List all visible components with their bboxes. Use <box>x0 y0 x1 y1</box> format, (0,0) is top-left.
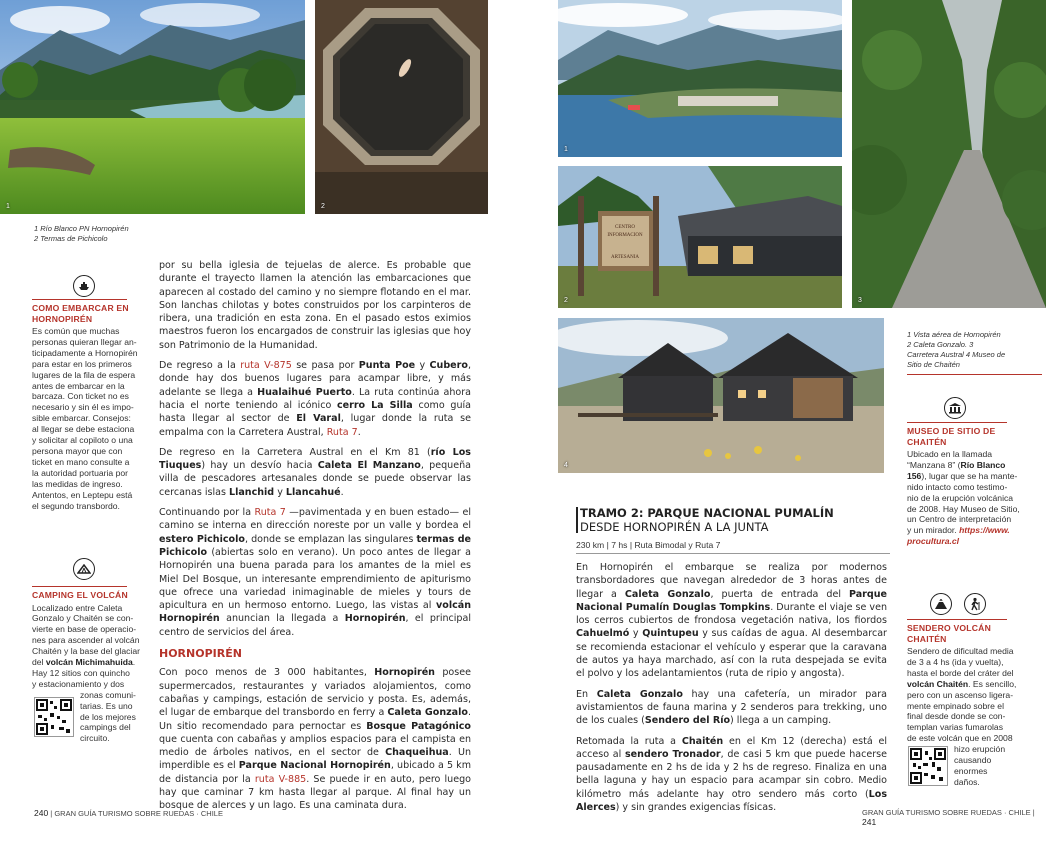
sidebar-line <box>907 460 1042 471</box>
sidebar-line: Hay 12 sitios con quincho <box>32 667 130 678</box>
section-subtitle: DESDE HORNOPIRÉN A LA JUNTA <box>580 520 769 534</box>
sidebar-line: Antentos, en Leptepu está <box>32 489 133 500</box>
sidebar-line <box>32 657 144 668</box>
photo-number: 4 <box>564 462 568 469</box>
sidebar-line: y estacionamiento y dos <box>32 678 125 689</box>
hiker-icon <box>964 593 986 615</box>
footer-divider: | <box>50 809 55 818</box>
page-number: 241 <box>862 817 877 827</box>
procultura-link-cont[interactable]: procultura.cl <box>907 536 960 547</box>
text-run: . Se puede ir en auto, pero luego hay que caminar 7 km hasta llegar al parque. Al final hay un bosque de alerces y un lago. Es una caminata dura. <box>159 773 472 812</box>
caption-3: Carretera Austral <box>907 350 964 359</box>
text-bold: Los Alerces <box>576 788 887 814</box>
sidebar-line <box>907 471 1042 482</box>
caption-line <box>907 350 1042 360</box>
sidebar-title-line-1: MUSEO DE SITIO DE <box>907 426 996 436</box>
paragraph-3 <box>576 735 887 815</box>
text-bold: volcán Chaitén <box>907 678 969 689</box>
text-bold: sendero Tronador <box>625 748 721 760</box>
footer-title: GRAN GUÍA TURISMO SOBRE RUEDAS · CHILE <box>862 808 1031 817</box>
sidebar-line: daños. <box>954 776 980 787</box>
text-run: posee supermercados, restaurantes y variados alojamientos, como cabañas y campings, estación de servicio y posta. Es, además, el lugar de embarque del transbordo en ferry a <box>159 667 471 719</box>
text-bold: Caleta El Manzano <box>317 460 421 472</box>
sidebar-line <box>907 679 1042 690</box>
text-bold: Hualaihué Puerto <box>257 386 352 398</box>
photo-termas-image <box>315 0 488 214</box>
sign-line-2: INFORMACION <box>607 233 643 238</box>
sidebar-rule <box>32 299 127 300</box>
section-accent-bar <box>576 507 578 533</box>
photo-caleta-gonzalo <box>558 166 842 308</box>
text-bold: Quintupeu <box>642 628 699 640</box>
caption-3-number: 3 <box>969 340 974 349</box>
text-run: , ubicado a 5 km de distancia por la <box>159 760 472 785</box>
text-run: como guía hasta llegar al sector de <box>159 399 471 425</box>
photo-number: 2 <box>321 203 325 210</box>
route-link: ruta V-885 <box>254 773 307 785</box>
text-run: en el Km 12 (derecha) está el acceso al <box>576 735 887 760</box>
photo-museo-image <box>558 318 884 473</box>
sidebar-line: campings del <box>80 722 131 733</box>
text-run: ) llega a un camping. <box>730 715 832 727</box>
museum-icon <box>944 397 966 419</box>
text-run: y sus caídas de agua. Al desembarcar se recomienda estacionar el vehículo y esperar que la caravana de autos ya haya marchado, así con la ruta despejada se evita el polvo y los adelantamientos (ruta de ripio y angosta). <box>576 628 887 680</box>
sidebar-line: persona mayor que con <box>32 445 123 456</box>
text-run: —pavimentada y en buen estado— el camino se interna en dirección noreste por un valle y bordea el <box>159 507 471 532</box>
text-bold: Llancahué <box>285 486 341 498</box>
sidebar-line: nes para ascender al volcán <box>32 635 140 646</box>
text-bold: Llanchid <box>228 486 275 498</box>
sidebar-line: Ubicado en la llamada <box>907 449 993 459</box>
text-run: De regreso a la <box>159 360 241 372</box>
text-run: , donde se emplazan las singulares <box>244 533 417 545</box>
photo-museo-chaiten <box>558 318 884 473</box>
text-run: “Manzana 8” ( <box>907 459 961 470</box>
text-run: (abiertas solo en verano). Un poco antes de llegar a Hornopirén una buena parada para los amantes de la miel es Miel Del Bosque, un interesante emprendimiento de apiturismo que ofrece una variedad inimaginable de mieles y tours de apicultura en un hermoso entorno. Luego, las vistas al <box>159 546 471 612</box>
text-run: y <box>274 486 286 498</box>
sidebar-title-line-1: SENDERO VOLCÁN <box>907 623 991 633</box>
text-bold: Cubero <box>429 360 468 372</box>
sidebar-title-line-2: CHAITÉN <box>907 633 947 644</box>
text-bold: Punta Poe <box>358 360 416 372</box>
photo-captions <box>34 224 174 244</box>
text-run: Con poco menos de 3 000 habitantes, <box>159 667 375 679</box>
photo-termas-pichicolo <box>315 0 488 214</box>
sidebar-line: personas quieran llegar an- <box>32 336 137 347</box>
paragraph-3 <box>159 446 471 499</box>
sidebar-title: CAMPING EL VOLCÁN <box>32 590 128 600</box>
sidebar-text <box>907 449 1042 547</box>
text-run: De regreso en la Carretera Austral en el Km 81 ( <box>159 446 431 458</box>
paragraph-1 <box>576 561 887 681</box>
text-run: ), lugar que se ha mante- <box>921 470 1018 481</box>
sidebar-line: templan varias fumarolas <box>907 722 1004 733</box>
text-run: ) hay un desvío hacia <box>201 460 318 472</box>
text-bold: termas de Pichicolo <box>159 533 471 558</box>
sidebar-line: sible embarcar. Consejos: <box>32 413 131 424</box>
sidebar-line: para estar en los primeros <box>32 358 132 369</box>
text-bold: Cahuelmó <box>576 628 630 640</box>
sidebar-line: circuito. <box>80 733 110 744</box>
photo-caleta-image <box>558 166 842 308</box>
sidebar-line: Chaitén y la base del glaciar <box>32 646 140 657</box>
qr-code[interactable] <box>34 697 74 737</box>
section-meta: 230 km | 7 hs | Ruta Bimodal y Ruta 7 <box>576 540 721 550</box>
text-run: , puerta de entrada del <box>710 588 849 600</box>
route-link: Ruta 7 <box>326 426 358 438</box>
caption-rule <box>907 374 1042 375</box>
footer-title: GRAN GUÍA TURISMO SOBRE RUEDAS · CHILE <box>54 809 223 818</box>
sidebar-line: un Centro de interpretación <box>907 514 1012 525</box>
route-link: Ruta 7 <box>254 507 286 519</box>
text-bold: estero Pichicolo <box>159 533 245 545</box>
caption-1: 1 Río Blanco PN Hornopirén <box>34 224 129 233</box>
sidebar-line: de este volcán que en 2008 <box>907 733 1013 744</box>
text-run: anuncian la llegada a <box>219 613 345 625</box>
sidebar-line: de 3 a 4 hs (ida y vuelta), <box>907 656 1004 667</box>
text-run: , de casi 5 km que puede hacerse pausadamente en 2 hs de ida y 2 hs de regreso. Finaliza en una bella laguna y hay un espacio para acampar sin cobro. Medio kilómetro más adelante hay otro sendero más corto ( <box>576 748 887 800</box>
text-bold: Parque Nacional Pumalín Douglas Tompkins <box>576 588 887 613</box>
text-run: . Durante el viaje se ven los cerros cubiertos de frondosa vegetación nativa, los fiordos <box>576 601 887 627</box>
text-bold: El Varal <box>296 413 341 425</box>
text-run: . La ruta continúa ahora hacia el norte teniendo al icónico <box>159 386 471 411</box>
sidebar-line: de los mejores <box>80 711 136 722</box>
sidebar-line <box>907 536 1042 547</box>
paragraph-4 <box>159 506 471 639</box>
photo-rio-blanco <box>0 0 305 214</box>
text-bold: 156 <box>907 470 922 481</box>
sidebar-line: de 2008. Hay Museo de Sitio, <box>907 503 1020 514</box>
text-bold: Hornopirén <box>374 667 435 679</box>
sidebar-rule <box>907 619 1007 620</box>
photo-aerial-image <box>558 0 842 157</box>
sign-line-1: CENTRO <box>615 225 635 230</box>
caption-line: Sitio de Chaitén <box>907 360 960 369</box>
text-run: hay una cafetería, un mirador para avistamientos de fauna marina y 2 senderos para trekking, uno de los cuales ( <box>576 688 887 727</box>
footer-divider: | <box>1032 808 1035 817</box>
sidebar-line: Es común que muchas <box>32 326 120 336</box>
sidebar-line: pero con un ascenso ligera- <box>907 689 1014 700</box>
footer-left <box>34 808 223 818</box>
text-bold: Sendero del Río <box>644 715 731 727</box>
caption-2: 2 Caleta Gonzalo. <box>907 340 968 349</box>
sidebar-line: vierte en base de operacio- <box>32 624 137 635</box>
photo-captions <box>907 330 1042 370</box>
paragraph-2 <box>576 688 887 728</box>
paragraph-1: por su bella iglesia de tejuelas de alerce. Es probable que durante el trayecto llamen la atención las embarcaciones que aparecen al costado del camino y no siempre flotando en el mar. Son lanchas chilotas y botes construidos por los carpinteros de ribera, una tradición en esta zona. En el pasado estos eximios maestros fueron los encargados de construir las iglesias que hoy son Patrimonio de la Humanidad. <box>159 260 471 351</box>
sidebar-line: necesario y sin él es impo- <box>32 402 134 413</box>
text-run: . Un sitio recomendado para pernoctar es <box>159 707 471 732</box>
text-bold: Chaitén <box>681 735 724 747</box>
procultura-link[interactable]: https://www. <box>959 525 1010 536</box>
page-number: 240 <box>34 808 49 818</box>
sidebar-rule <box>32 586 127 587</box>
photo-number: 1 <box>6 203 10 210</box>
sidebar-line: causando <box>954 755 992 766</box>
sidebar-line: nido intacto como testimo- <box>907 481 1008 492</box>
text-bold: Bosque Patagónico <box>366 720 471 732</box>
sidebar-title <box>32 303 144 324</box>
sidebar-line <box>907 525 1042 536</box>
sidebar-line: ticipadamente a Hornopirén <box>32 347 138 358</box>
sidebar-line: Gonzalo y Chaitén se con- <box>32 613 134 624</box>
caption-4: 4 Museo de <box>965 350 1006 359</box>
qr-code-icon <box>909 747 947 785</box>
sidebar-museo-sitio <box>907 426 1042 547</box>
section-heading <box>580 506 890 534</box>
text-bold: volcán Hornopirén <box>159 600 471 625</box>
sidebar-line: Sendero de dificultad media <box>907 646 1014 656</box>
tent-icon <box>73 558 95 580</box>
sidebar-line: enormes <box>954 765 988 776</box>
route-link: ruta V-875 <box>240 360 292 372</box>
sidebar-line: la autoridad portuaria por <box>32 467 129 478</box>
text-bold: Caleta Gonzalo <box>624 588 711 600</box>
sidebar-line: nio de la erupción volcánica <box>907 492 1014 503</box>
main-text-right <box>576 561 887 821</box>
text-bold: Caleta Gonzalo <box>596 688 683 700</box>
text-run: y un mirador. <box>907 525 960 536</box>
qr-code[interactable] <box>908 746 948 786</box>
text-run: . <box>340 486 344 498</box>
text-run: , pequeña villa de pescadores artesanales donde se puede observar las cercanas islas <box>159 460 471 498</box>
text-run: Continuando por la <box>159 507 255 519</box>
section-heading-hornopiren: HORNOPIRÉN <box>159 647 242 661</box>
photo-number: 3 <box>858 297 862 304</box>
paragraph-2 <box>159 359 471 439</box>
main-text-left <box>159 259 471 820</box>
photo-road-image <box>852 0 1046 308</box>
sidebar-line: mente empinado sobre el <box>907 700 1004 711</box>
caption-line <box>907 340 1042 350</box>
text-run: . <box>357 426 361 438</box>
text-run: Retomada la ruta a <box>576 735 682 747</box>
ferry-icon <box>73 275 95 297</box>
text-run: se pasa por <box>291 360 359 372</box>
sidebar-line: final desde donde se con- <box>907 711 1006 722</box>
text-run: En Hornopirén el embarque se realiza por modernos transbordadores que navegan alrededor de 3 horas antes de llegar a <box>576 562 887 600</box>
text-run: que cuenta con cabañas y amplios espacios para el campista en medio de árboles nativos, en el sector de <box>159 733 471 759</box>
text-bold: Parque Nacional Hornopirén <box>238 760 391 772</box>
text-bold: Hornopirén <box>344 613 406 625</box>
text-run: y <box>415 360 430 372</box>
sidebar-title <box>907 623 1042 644</box>
sidebar-title <box>907 426 1042 447</box>
text-run: , lugar donde la ruta se empalma con la Carretera Austral, <box>159 413 471 438</box>
section-meta-rule <box>576 553 890 554</box>
sidebar-line: al llegar se debe estaciona <box>32 424 135 435</box>
caption-2: 2 Termas de Pichicolo <box>34 234 108 243</box>
text-run: ) y sin grandes exigencias físicas. <box>615 802 777 814</box>
text-run: . Un imperdible es el <box>159 747 472 772</box>
photo-carretera-austral <box>852 0 1046 308</box>
text-run: , donde hay dos buenos lugares para acampar libre, y más adelante se llega a <box>159 360 471 398</box>
section-title: TRAMO 2: PARQUE NACIONAL PUMALÍN <box>580 506 834 520</box>
sidebar-como-embarcar <box>32 303 144 511</box>
text-bold: Caleta Gonzalo <box>387 707 468 719</box>
sidebar-text <box>32 326 144 511</box>
text-bold: volcán Michimahuida <box>45 657 133 668</box>
sidebar-line: barcaza. Con ticket no es <box>32 391 129 402</box>
text-bold: cerro La Silla <box>337 399 413 411</box>
volcano-icon <box>930 593 952 615</box>
photo-vista-aerea <box>558 0 842 157</box>
text-bold: río Los Tiuques <box>159 446 471 472</box>
sidebar-line: ticket en mano consulte a <box>32 456 130 467</box>
sidebar-line: tarias. Es uno <box>80 700 133 711</box>
sidebar-line: hasta el borde del cráter del <box>907 667 1014 678</box>
sidebar-rule <box>907 422 1007 423</box>
qr-code-icon <box>35 698 73 736</box>
text-bold: Chaqueihua <box>385 747 449 759</box>
sign-line-3: ARTESANIA <box>610 255 640 260</box>
sidebar-line: lugares de la fila de espera <box>32 369 136 380</box>
sidebar-title-line-2: HORNOPIRÉN <box>32 313 93 324</box>
text-run: , el principal centro de servicios del área. <box>159 613 471 638</box>
text-run: del <box>32 657 46 668</box>
sidebar-title-line-1: COMO EMBARCAR EN <box>32 303 129 313</box>
sidebar-line: antes de embarcar en la <box>32 380 125 391</box>
photo-number: 2 <box>564 297 568 304</box>
text-run: . <box>132 657 136 668</box>
sidebar-line: Localizado entre Caleta <box>32 602 123 613</box>
sidebar-line: las medidas de ingreso. <box>32 478 123 489</box>
text-run: En <box>576 688 597 700</box>
sidebar-line: hizo erupción <box>954 744 1006 755</box>
sidebar-title-line-2: CHAITÉN <box>907 436 947 447</box>
sidebar-line: el segundo transbordo. <box>32 500 120 511</box>
text-run: . Es sencillo, <box>968 678 1017 689</box>
text-run: y <box>629 628 643 640</box>
photo-rio-blanco-image <box>0 0 305 214</box>
paragraph-5 <box>159 666 471 812</box>
caption-1: 1 Vista aérea de Hornopirén <box>907 330 1001 339</box>
footer-right <box>862 808 1046 827</box>
photo-number: 1 <box>564 146 568 153</box>
sidebar-line: y solicitar al copiloto o una <box>32 435 133 446</box>
text-bold: Río Blanco <box>960 459 1006 470</box>
sidebar-line: zonas comuni- <box>80 689 136 700</box>
